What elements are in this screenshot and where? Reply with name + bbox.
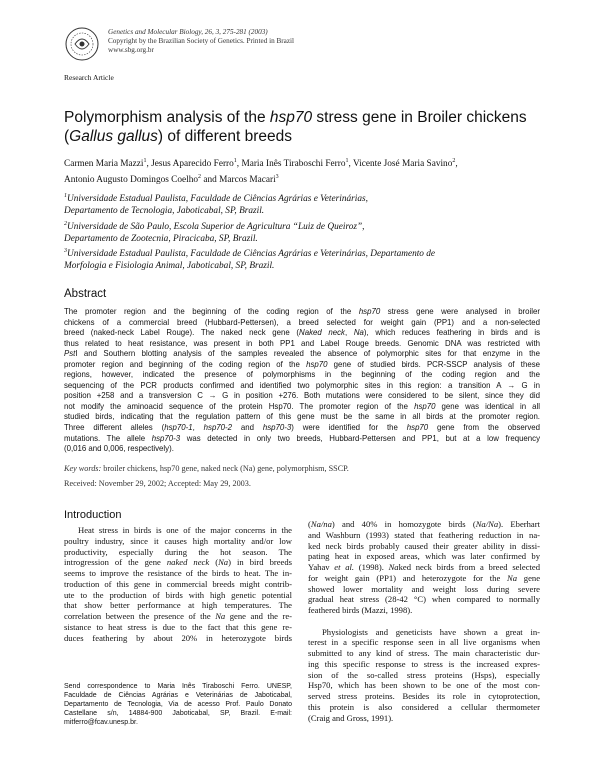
intro-right-line: and Washburn (1993) stated that feathering reduction in na- bbox=[308, 529, 540, 540]
title-line-2: (Gallus gallus) of different breeds bbox=[64, 128, 293, 145]
footnote-line: Castellane s/n, 14884-900 Jaboticabal, SP, Brazil. E-mail: bbox=[64, 710, 292, 718]
abstract-heading: Abstract bbox=[64, 288, 107, 300]
abstract-line: breed (naked-neck Label Rouge). The naked neck gene (Naked neck, Na), which reduces feathering in birds and is bbox=[64, 328, 540, 338]
paragraph-gap bbox=[308, 616, 540, 627]
keywords-text: broiler chickens, hsp70 gene, naked neck (Na) gene, polymorphism, SSCP. bbox=[103, 464, 349, 473]
authors-line-1: Carmen Maria Mazzi$^1$, Jesus Aparecido Ferro$^1$, Maria Inês Tiraboschi Ferro$^1$, Vicente José Maria Savino$^2$, bbox=[64, 158, 458, 170]
abstract-line: regions, however, indicated the presence of polymorphisms in the beginning of the coding region and the bbox=[64, 370, 540, 380]
intro-left-line: sistance to heat stress is due to the fact that this gene re- bbox=[64, 621, 292, 632]
introduction-right-column bbox=[308, 519, 540, 723]
intro-right-line: terest in a specific response seen in all live organisms when bbox=[308, 637, 540, 648]
intro-left-line: correlation between the presence of the Na gene and the re- bbox=[64, 611, 292, 621]
footnote-line: mitferro@fcav.unesp.br. bbox=[64, 719, 138, 727]
correspondence-footnote bbox=[64, 682, 292, 727]
intro-right-line: for weight gain (PP1) and heterozygote for the Na gene bbox=[308, 572, 540, 583]
affiliation-line: $^1$Universidade Estadual Paulista, Faculdade de Ciências Agrárias e Veterinárias, bbox=[64, 193, 368, 205]
intro-right-line: submitted to any kind of stress. The main characteristic dur- bbox=[308, 648, 540, 658]
intro-right-line: sion of the so-called stress proteins (Hsps), especially bbox=[308, 669, 540, 680]
affiliations bbox=[64, 190, 554, 273]
intro-right-line: (Na/na) and 40% in homozygote birds (Na/Na). Eberhart bbox=[308, 519, 540, 529]
intro-left-line: seems to improve the resistance of the birds to heat. The in- bbox=[64, 568, 292, 578]
copyright-line: Copyright by the Brazilian Society of Genetics. Printed in Brazil bbox=[108, 37, 295, 45]
intro-left-line: that show better performance at high temperatures. The bbox=[64, 600, 292, 611]
affiliation-line: Morfologia e Fisiologia Animal, Jaboticabal, SP, Brazil. bbox=[64, 261, 275, 272]
keywords-label: Key words: bbox=[64, 464, 102, 473]
article-title bbox=[64, 108, 544, 146]
intro-right-line: gradual heat stress (28-42 °C) when compared to normally bbox=[308, 594, 540, 605]
affiliation-line: Departamento de Tecnologia, Jaboticabal, SP, Brazil. bbox=[64, 206, 265, 217]
abstract-line: not modify the aminoacid sequence of the protein Hsp70. The promoter region of the hsp70 gene was identical in all bbox=[64, 401, 540, 411]
introduction-left-column bbox=[64, 525, 292, 643]
intro-right-line: this protein is also considered a cellular thermometer bbox=[308, 701, 540, 712]
title-line-1: Polymorphism analysis of the hsp70 stress gene in Broiler chickens bbox=[64, 109, 527, 126]
abstract-line: PstI and Southern blotting analysis of the samples revealed the absence of polymorphic sites for that enzyme in the bbox=[64, 349, 540, 359]
journal-citation: Genetics and Molecular Biology, 26, 3, 275-281 (2003) bbox=[108, 28, 268, 36]
journal-url[interactable]: www.sbg.org.br bbox=[108, 46, 154, 54]
intro-right-line: pating heat in exposed areas, which was later confirmed by bbox=[308, 551, 540, 562]
footnote-line: Departamento de Tecnologia, Via de acesso Prof. Paulo Donato bbox=[64, 701, 292, 709]
intro-right-line: Yahav et al. (1998). Naked neck birds from a breed selected bbox=[308, 562, 540, 572]
intro-left-line: poultry industry, since it causes high mortality and/or low bbox=[64, 535, 292, 546]
footnote-line: Send correspondence to Maria Inês Tiraboschi Ferro. UNESP, bbox=[64, 683, 292, 690]
intro-right-line: (Craig and Gross, 1991). bbox=[308, 712, 394, 723]
authors-line-2: Antonio Augusto Domingos Coelho$^2$ and Marcos Macari$^3$ bbox=[64, 174, 279, 186]
abstract-line: promoter region and beginning of the coding region of the hsp70 gene of studied birds. PCR-SSCP analysis of these bbox=[64, 359, 540, 369]
intro-left-line: troduction of this gene in commercial breeds might contrib- bbox=[64, 578, 292, 589]
affiliation-line: $^3$Universidade Estadual Paulista, Faculdade de Ciências Agrárias e Veterinárias, Departamento de bbox=[64, 248, 436, 260]
abstract-line: Three different alleles (hsp70-1, hsp70-2 and hsp70-3) were identified for the hsp70 gene from the observed bbox=[64, 423, 540, 433]
intro-left-line: introgression of the gene naked neck (Na) in bird breeds bbox=[64, 557, 292, 568]
intro-right-line: served stress proteins. Besides its role in cytoprotection, bbox=[308, 691, 540, 701]
intro-right-line: ked neck birds probably caused their greater ability in dissi- bbox=[308, 540, 540, 551]
abstract-line: chickens of a commercial breed (Hubbard-Pettersen), a breed selected for weight gain (PP1) and a non-selected bbox=[64, 317, 540, 327]
abstract-line: (0,016 and 0,006, respectively). bbox=[64, 444, 174, 454]
intro-left-line: duces feathering by about 20% in heterozygote birds bbox=[64, 632, 292, 643]
society-logo bbox=[64, 26, 100, 62]
intro-right-line: Hsp70, which has been shown to be one of the most con- bbox=[308, 680, 540, 691]
author-list bbox=[64, 155, 554, 187]
affiliation-line: Departamento de Zootecnia, Piracicaba, SP, Brazil. bbox=[64, 233, 258, 244]
received-dates: Received: November 29, 2002; Accepted: May 29, 2003. bbox=[64, 479, 251, 488]
journal-header bbox=[108, 28, 294, 55]
footnote-line: Faculdade de Ciências Agrárias e Veterinárias de Jaboticabal, bbox=[64, 692, 292, 700]
abstract-line: studied birds, indicating that the regulation pattern of this gene must be the same in all birds at the promoter region. bbox=[64, 412, 540, 422]
introduction-heading: Introduction bbox=[64, 509, 122, 521]
abstract-line: The promoter region and the beginning of the coding region of the hsp70 stress gene were analysed in broiler bbox=[64, 307, 540, 316]
abstract-body bbox=[64, 307, 540, 455]
affiliation-line: $^2$Universidade de São Paulo, Escola Superior de Agricultura “Luiz de Queiroz”, bbox=[64, 220, 365, 232]
intro-left-line: ute to the production of birds with high genetic potential bbox=[64, 589, 292, 600]
intro-right-line: Physiologists and geneticists have shown a great in- bbox=[322, 626, 540, 637]
intro-left-line: Heat stress in birds is one of the major concerns in the bbox=[78, 525, 292, 535]
abstract-line: position +258 and a transversion C → G in position +276. Both mutations were considered to be silent, since they did bbox=[64, 391, 540, 401]
intro-right-line: feathered birds (Mazzi, 1998). bbox=[308, 605, 413, 615]
abstract-line: thus related to heat resistance, was present in both PP1 and Label Rouge breeds. Genomic DNA was restricted with bbox=[64, 338, 540, 348]
article-type: Research Article bbox=[64, 73, 114, 82]
intro-right-line: showed lower mortality and weight loss during severe bbox=[308, 583, 540, 594]
abstract-line: sequencing of the PCR products confirmed and identified two polymorphic sites in this region: a transition A → G in bbox=[64, 380, 540, 390]
keywords bbox=[64, 464, 349, 474]
intro-left-line: productivity, especially during the hot season. The bbox=[64, 546, 292, 557]
abstract-line: mutations. The allele hsp70-3 was detected in only two breeds, Hubbard-Pettersen and PP1, but at a low frequency bbox=[64, 433, 540, 443]
intro-right-line: ing this specific response to stress is the increased expres- bbox=[308, 658, 540, 669]
